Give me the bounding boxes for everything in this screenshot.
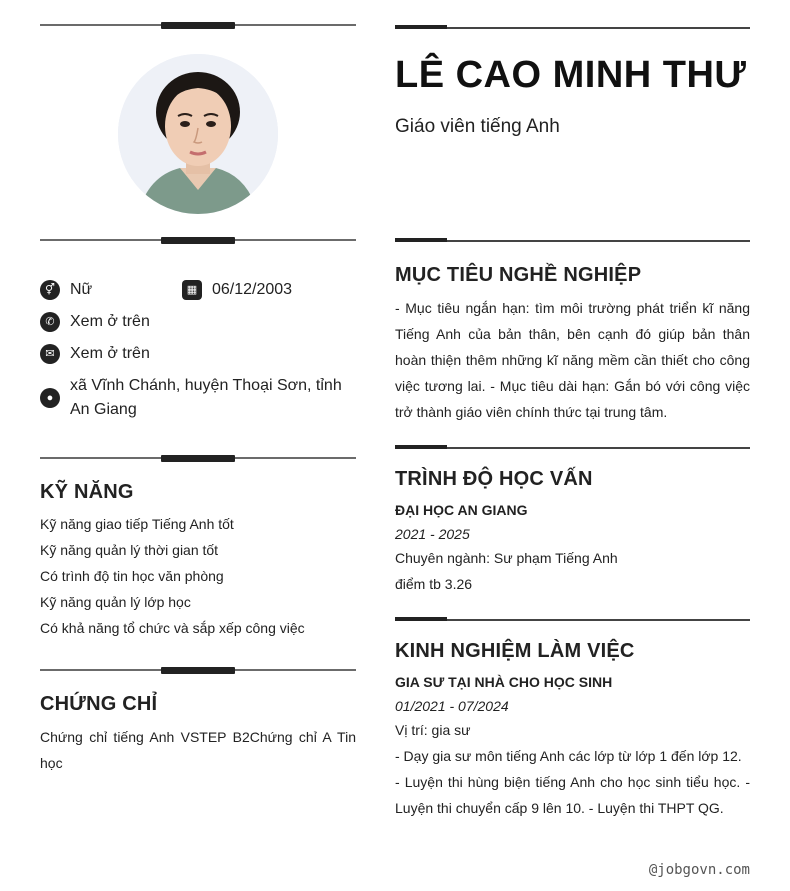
address-value: xã Vĩnh Chánh, huyện Thoại Sơn, tỉnh An Giang [70, 377, 342, 418]
experience-title: KINH NGHIỆM LÀM VIỆC [395, 640, 635, 662]
experience-role: Vị trí: gia sư [395, 722, 471, 738]
skill-item: Có khả năng tổ chức và sắp xếp công việc [40, 620, 305, 636]
location-pin-icon: ● [40, 388, 60, 408]
experience-position: GIA SƯ TẠI NHÀ CHO HỌC SINH [395, 674, 613, 690]
email-value: Xem ở trên [70, 345, 150, 362]
skills-title: KỸ NĂNG [40, 481, 134, 503]
divider [40, 455, 356, 463]
divider [40, 667, 356, 675]
email-row [40, 342, 150, 366]
certificates-text: Chứng chỉ tiếng Anh VSTEP B2Chứng chỉ A Tin học [40, 729, 356, 771]
calendar-icon: ▦ [182, 280, 202, 300]
portrait-image [118, 54, 278, 214]
divider [40, 22, 356, 30]
divider [395, 238, 750, 244]
email-icon: ✉ [40, 344, 60, 364]
birthday-value: 06/12/2003 [212, 281, 293, 298]
phone-icon: ✆ [40, 312, 60, 332]
watermark: @jobgovn.com [648, 862, 750, 878]
phone-row [40, 310, 150, 334]
objective-text: - Mục tiêu ngắn hạn: tìm môi trường phát triển kĩ năng Tiếng Anh của bản thân, bên cạnh đó giúp bản thân hoàn thiện thêm những kĩ năng mềm cần thiết cho công việc tương lai. - Mục tiêu dài hạn: Gắn bó với công việc trở thành giáo viên chính thức tại trung tâm. [395, 300, 750, 420]
divider [395, 617, 750, 623]
education-period: 2021 - 2025 [395, 526, 470, 542]
certificates-title: CHỨNG CHỈ [40, 693, 158, 715]
experience-line: - Luyện thi hùng biện tiếng Anh cho học sinh tiểu học. - Luyện thi chuyển cấp 9 lên 10. - Luyện thi THPT QG. [395, 774, 750, 816]
candidate-name: LÊ CAO MINH THƯ [395, 54, 747, 96]
gender-row [40, 278, 92, 302]
education-gpa: điểm tb 3.26 [395, 576, 473, 592]
divider [395, 445, 750, 451]
experience-line: - Dạy gia sư môn tiếng Anh các lớp từ lớp 1 đến lớp 12. [395, 748, 742, 764]
skill-item: Có trình độ tin học văn phòng [40, 568, 224, 584]
gender-icon: ⚥ [40, 280, 60, 300]
gender-value: Nữ [70, 281, 93, 298]
divider [40, 237, 356, 245]
experience-period: 01/2021 - 07/2024 [395, 698, 509, 714]
divider [395, 25, 750, 31]
job-title: Giáo viên tiếng Anh [395, 116, 560, 137]
education-major: Chuyên ngành: Sư phạm Tiếng Anh [395, 550, 618, 566]
skill-item: Kỹ năng giao tiếp Tiếng Anh tốt [40, 516, 234, 532]
objective-title: MỤC TIÊU NGHỀ NGHIỆP [395, 264, 642, 286]
phone-value: Xem ở trên [70, 313, 150, 330]
education-title: TRÌNH ĐỘ HỌC VẤN [395, 468, 593, 490]
skill-item: Kỹ năng quản lý thời gian tốt [40, 542, 219, 558]
birthday-row [182, 278, 292, 302]
skill-item: Kỹ năng quản lý lớp học [40, 594, 191, 610]
address-row [40, 374, 356, 422]
school-name: ĐẠI HỌC AN GIANG [395, 502, 528, 518]
avatar [118, 54, 278, 214]
